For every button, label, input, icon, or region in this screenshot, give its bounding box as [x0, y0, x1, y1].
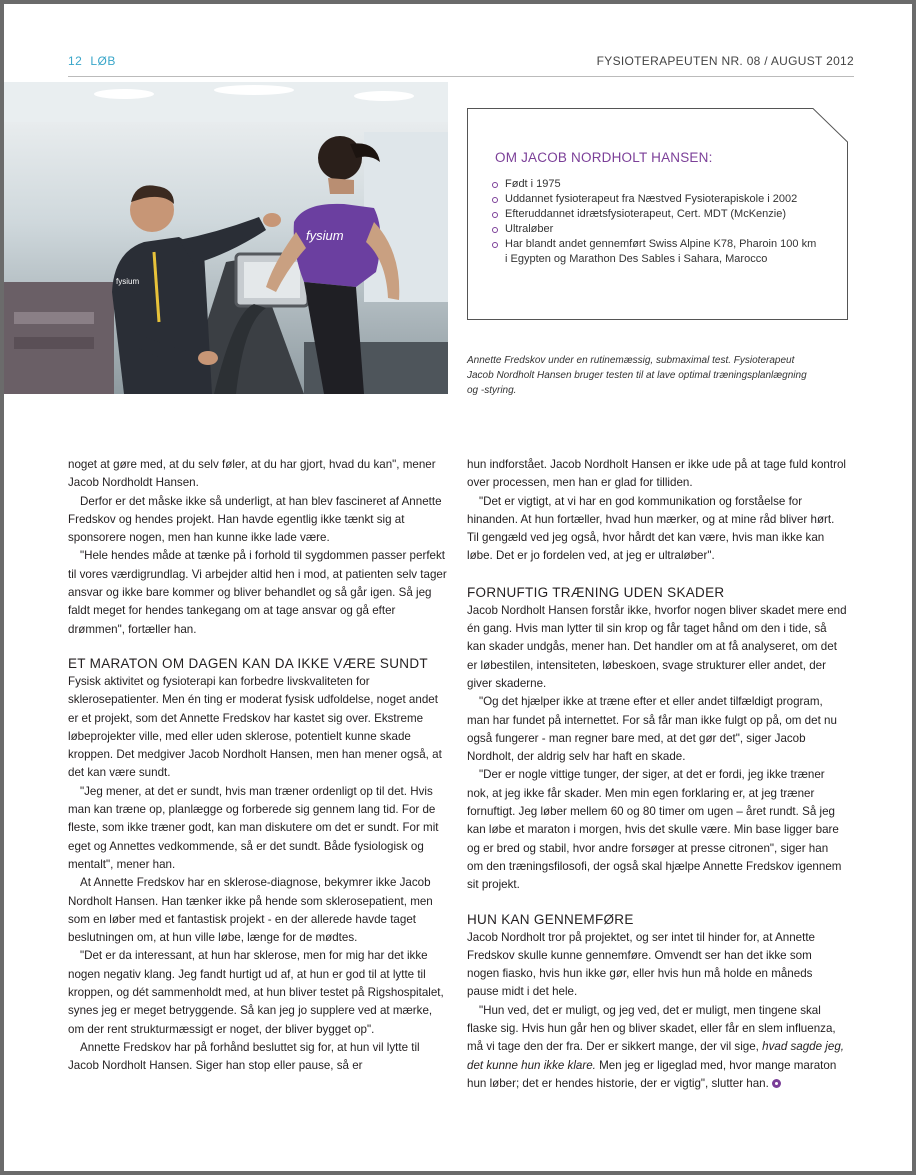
page-number: 12 [68, 54, 83, 68]
treadmill-test-illustration [4, 82, 448, 394]
paragraph: Jacob Nordholt tror på projektet, og ser intet til hinder for, at Annette Fredskov skulle kunne gennemføre. Omvendt ser han det ikke som nogen fiasko, hvis hun ikke gør, eller hvis hun må holde en måneds pause midt i det hele. [467, 930, 816, 999]
text-run: Men jeg er ligeglad med, hvor mange maraton hun løber; det er hendes historie, der er vigtig", slutter han. [467, 1058, 837, 1090]
paragraph-final [467, 1002, 847, 1093]
subheading: ET MARATON OM DAGEN KAN DA IKKE VÆRE SUNDT [68, 655, 428, 671]
subheading: FORNUFTIG TRÆNING UDEN SKADER [467, 584, 725, 600]
section-name: LØB [90, 54, 116, 68]
paragraph: "Og det hjælper ikke at træne efter et eller andet tilfældigt program, man har fundet på internettet. For så får man ikke fulgt op på, om det nu også fungerer - man regner bare med, at det gør det", siger Jacob Nordholt, der aldrig selv har haft en skade. [467, 695, 837, 764]
paragraph: "Jeg mener, at det er sundt, hvis man træner ordenligt op til det. Hvis man kan træne op, planlægge og forberede sig gennem lang tid. For de fleste, som ikke træner godt, kan man diskutere om det er sundt. For mit eget og Annettes vedkommende, så er det sundt. Både fysiologisk og mentalt", mener han. [68, 784, 439, 871]
paragraph: Fysisk aktivitet og fysioterapi kan forbedre livskvaliteten for sklerosepatienter. Men én ting er moderat fysisk udfoldelse, noget andet er et projekt, som det Annette Fredskov har kastet sig over. Ekstreme løbeprojekter ville, med eller uden sklerose, potentielt kunne skade kroppen. Det medgiver Jacob Nordholt Hansen, men han mener også, at det kan være sundt. [68, 674, 442, 780]
subheading: HUN KAN GENNEMFØRE [467, 911, 634, 927]
paragraph: "Der er nogle vittige tunger, der siger, at det er fordi, jeg ikke træner nok, at jeg ikke får skader. Men min egen forklaring er, at jeg træner fornuftigt. Jeg løber mellem 60 og 80 timer om ugen – året rundt. Så jeg kan løbe et maraton i morgen, hvis det skulle være. Min base ligger bare og er bred og stabil, hvor andre forsøger at presse citronen", siger han om den træningsfilosofi, der også skal hjælpe Annette Fredskov igennem sit projekt. [467, 768, 842, 892]
photo-caption: Annette Fredskov under en rutinemæssig, submaximal test. Fysioterapeut Jacob Nordholt Hansen bruger testen til at lave optimal træningsplanlægning og -styring. [467, 355, 807, 396]
fact-item: Efteruddannet idrætsfysioterapeut, Cert. MDT (McKenzie) [491, 207, 821, 222]
shirt-logo-front: fysium [116, 277, 140, 286]
paragraph: noget at gøre med, at du selv føler, at du har gjort, hvad du kan", mener Jacob Nordholdt Hansen. [68, 458, 436, 490]
paragraph: "Det er vigtigt, at vi har en god kommunikation og forståelse for hinanden. At hun fortæller, hvad hun mærker, og at mine råd bliver hørt. Til gengæld ved jeg også, hvor hårdt det kan være, hvis man ikke kan løbe. Det er jo fordelen ved, at jeg er ultraløber". [467, 494, 835, 563]
running-header-left [68, 54, 116, 68]
paragraph: Derfor er det måske ikke så underligt, at han blev fascineret af Annette Fredskov og hendes projekt. Han havde egentlig ikke tænkt sig at sponsorere nogen, men han kunne ikke lade være. [68, 494, 442, 545]
italic-quote: hvad sagde jeg, det kunne hun ikke klare. [467, 1040, 844, 1072]
article-column-left [68, 456, 448, 1076]
paragraph: hun indforstået. Jacob Nordholt Hansen er ikke ude på at tage fuld kontrol over processen, men han er glad for tilliden. [467, 458, 846, 490]
fact-item: Har blandt andet gennemført Swiss Alpine K78, Pharoin 100 km i Egypten og Marathon Des Sables i Sahara, Marocco [491, 237, 821, 267]
paragraph: At Annette Fredskov har en sklerose-diagnose, bekymrer ikke Jacob Nordholt Hansen. Han tænker ikke på hende som sklerosepatient, men som en løber med et fantastisk projekt - en der allerede havde taget beslutningen om, at hun ville løbe, længe for de mødtes. [68, 876, 433, 945]
article-column-right [467, 456, 847, 1093]
fact-box-title: OM JACOB NORDHOLT HANSEN: [495, 150, 713, 165]
fact-item: Uddannet fysioterapeut fra Næstved Fysioterapiskole i 2002 [491, 192, 821, 207]
fact-box-list [491, 177, 821, 267]
header-rule [68, 76, 854, 77]
fact-item: Ultraløber [491, 222, 821, 237]
paragraph: "Det er da interessant, at hun har sklerose, men for mig har det ikke nogen negativ klang. Jeg fandt hurtigt ud af, at hun er god til at lytte til kroppen, og dét sammenholdt med, at hun bliver testet på Rigshospitalet, synes jeg er meget betryggende. Så kan jeg jo supplere ved at mærke, om der rent strukturmæssigt er noget, der bliver bygget op". [68, 949, 444, 1036]
end-of-article-icon [772, 1079, 781, 1088]
shirt-logo-back: fysium [306, 228, 344, 243]
fact-box [467, 108, 847, 318]
article-photo [4, 82, 448, 394]
text-run: "Hun ved, det er muligt, og jeg ved, det er muligt, men tingene skal flaske sig. Hvis hun går hen og bliver skadet, eller får en slem influenza, må vi tage den der fra. Der er sikkert mange, der vil sige, [467, 1003, 836, 1054]
fact-item: Født i 1975 [491, 177, 821, 192]
publication-title: FYSIOTERAPEUTEN NR. 08 / AUGUST 2012 [596, 54, 854, 68]
paragraph: Jacob Nordholt Hansen forstår ikke, hvorfor nogen bliver skadet mere end én gang. Hvis man lytter til sin krop og får taget hånd om den i tide, så kan skader undgås, mener han. Det handler om at få analyseret, om det er løbestilen, intensiteten, løbeskoen, svage strukturer eller andet, der giver skaderne. [467, 603, 847, 690]
paragraph: "Hele hendes måde at tænke på i forhold til sygdommen passer perfekt til vores værdigrundlag. Vi arbejder altid hen i mod, at patienten selv tager ansvar og ikke bare kommer og bliver behandlet og så går igen. Så jeg faldt meget for hendes tankegang om at tage ansvar og gå efter drømmen", fortæller han. [68, 549, 447, 636]
paragraph: Annette Fredskov har på forhånd besluttet sig for, at hun vil lytte til Jacob Nordholt Hansen. Siger han stop eller pause, så er [68, 1040, 420, 1073]
